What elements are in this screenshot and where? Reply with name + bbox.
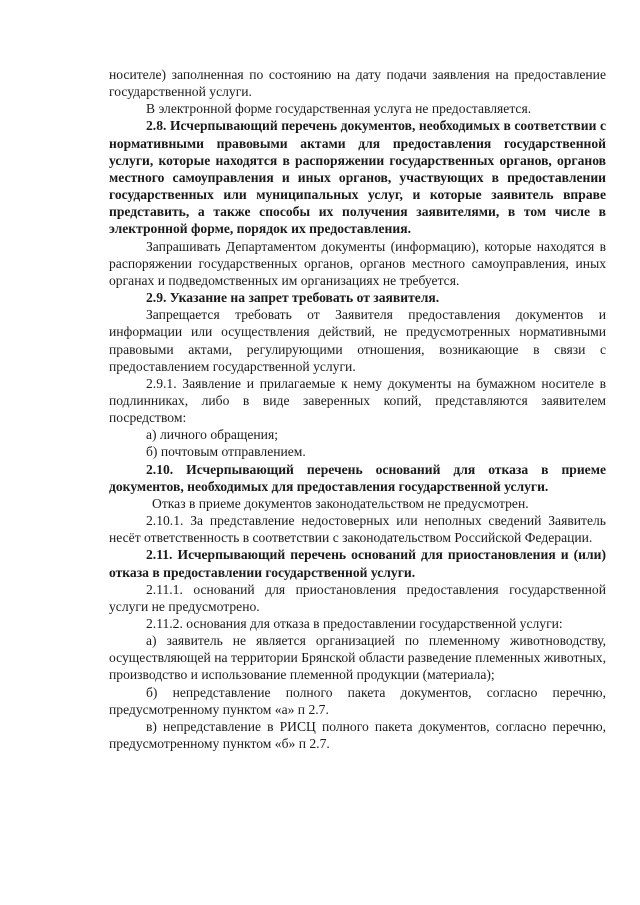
list-item-b: б) почтовым отправлением.	[146, 444, 306, 460]
paragraph-2-11-1: 2.11.1. оснований для приостановления предоставления государственной услуги не предусмотрено.	[109, 581, 606, 614]
heading-2-9: 2.9. Указание на запрет требовать от заявителя.	[146, 290, 440, 306]
paragraph-electronic-form: В электронной форме государственная услуга не предоставляется.	[146, 101, 532, 117]
heading-2-8: 2.8. Исчерпывающий перечень документов, необходимых в соответствии с нормативными правовыми актами для предоставления государственной услуги, которые находятся в распоряжении государственных органов, органов местного самоуправления и иных органов, участвующих в предоставлении государственных или муниципальных услуг, и которые заявитель вправе представить, а также способы их получения заявителями, в том числе в электронной форме, порядок их предоставления.	[109, 118, 606, 237]
list-item-2-11-2-v: в) непредставление в РИСЦ полного пакета документов, согласно перечню, предусмотренному пунктом «б» п 2.7.	[109, 718, 606, 752]
paragraph-2-10-1: 2.10.1. За представление недостоверных или неполных сведений Заявитель несёт ответственность в соответствии с законодательством Российской Федерации.	[109, 513, 606, 546]
list-item-a: а) личного обращения;	[146, 427, 278, 443]
heading-2-11: 2.11. Исчерпывающий перечень оснований для приостановления и (или) отказа в предоставлении государственной услуги.	[109, 547, 606, 580]
paragraph-2-11-2: 2.11.2. основания для отказа в предоставлении государственной услуги:	[146, 616, 563, 631]
paragraph-prohibition: Запрещается требовать от Заявителя предоставления документов и информации или осуществления действий, не предусмотренных нормативными правовыми актами, регулирующими отношения, возникающие в связи с предоставлением государственной услуги.	[109, 307, 606, 374]
list-item-2-11-2-b: б) непредставление полного пакета документов, согласно перечню, предусмотренному пунктом «а» п 2.7.	[109, 684, 606, 717]
paragraph-continuation: носителе) заполненная по состоянию на дату подачи заявления на предоставление государственной услуги.	[109, 67, 606, 100]
heading-2-10: 2.10. Исчерпывающий перечень оснований для отказа в приеме документов, необходимых для предоставления государственной услуги.	[109, 461, 606, 494]
paragraph-request-docs: Запрашивать Департаментом документы (информацию), которые находятся в распоряжении государственных органов, органов местного самоуправления, иных органах и подведомственных им организациях не требуется.	[109, 238, 606, 288]
paragraph-2-9-1: 2.9.1. Заявление и прилагаемые к нему документы на бумажном носителе в подлинниках, либо в виде заверенных копий, представляются заявителем посредством:	[109, 375, 606, 426]
paragraph-refusal: Отказ в приеме документов законодательством не предусмотрен.	[152, 495, 529, 511]
list-item-2-11-2-a: а) заявитель не является организацией по племенному животноводству, осуществляющей на территории Брянской области разведение племенных животных, производство и использование племенной продукции (материала);	[109, 633, 606, 683]
